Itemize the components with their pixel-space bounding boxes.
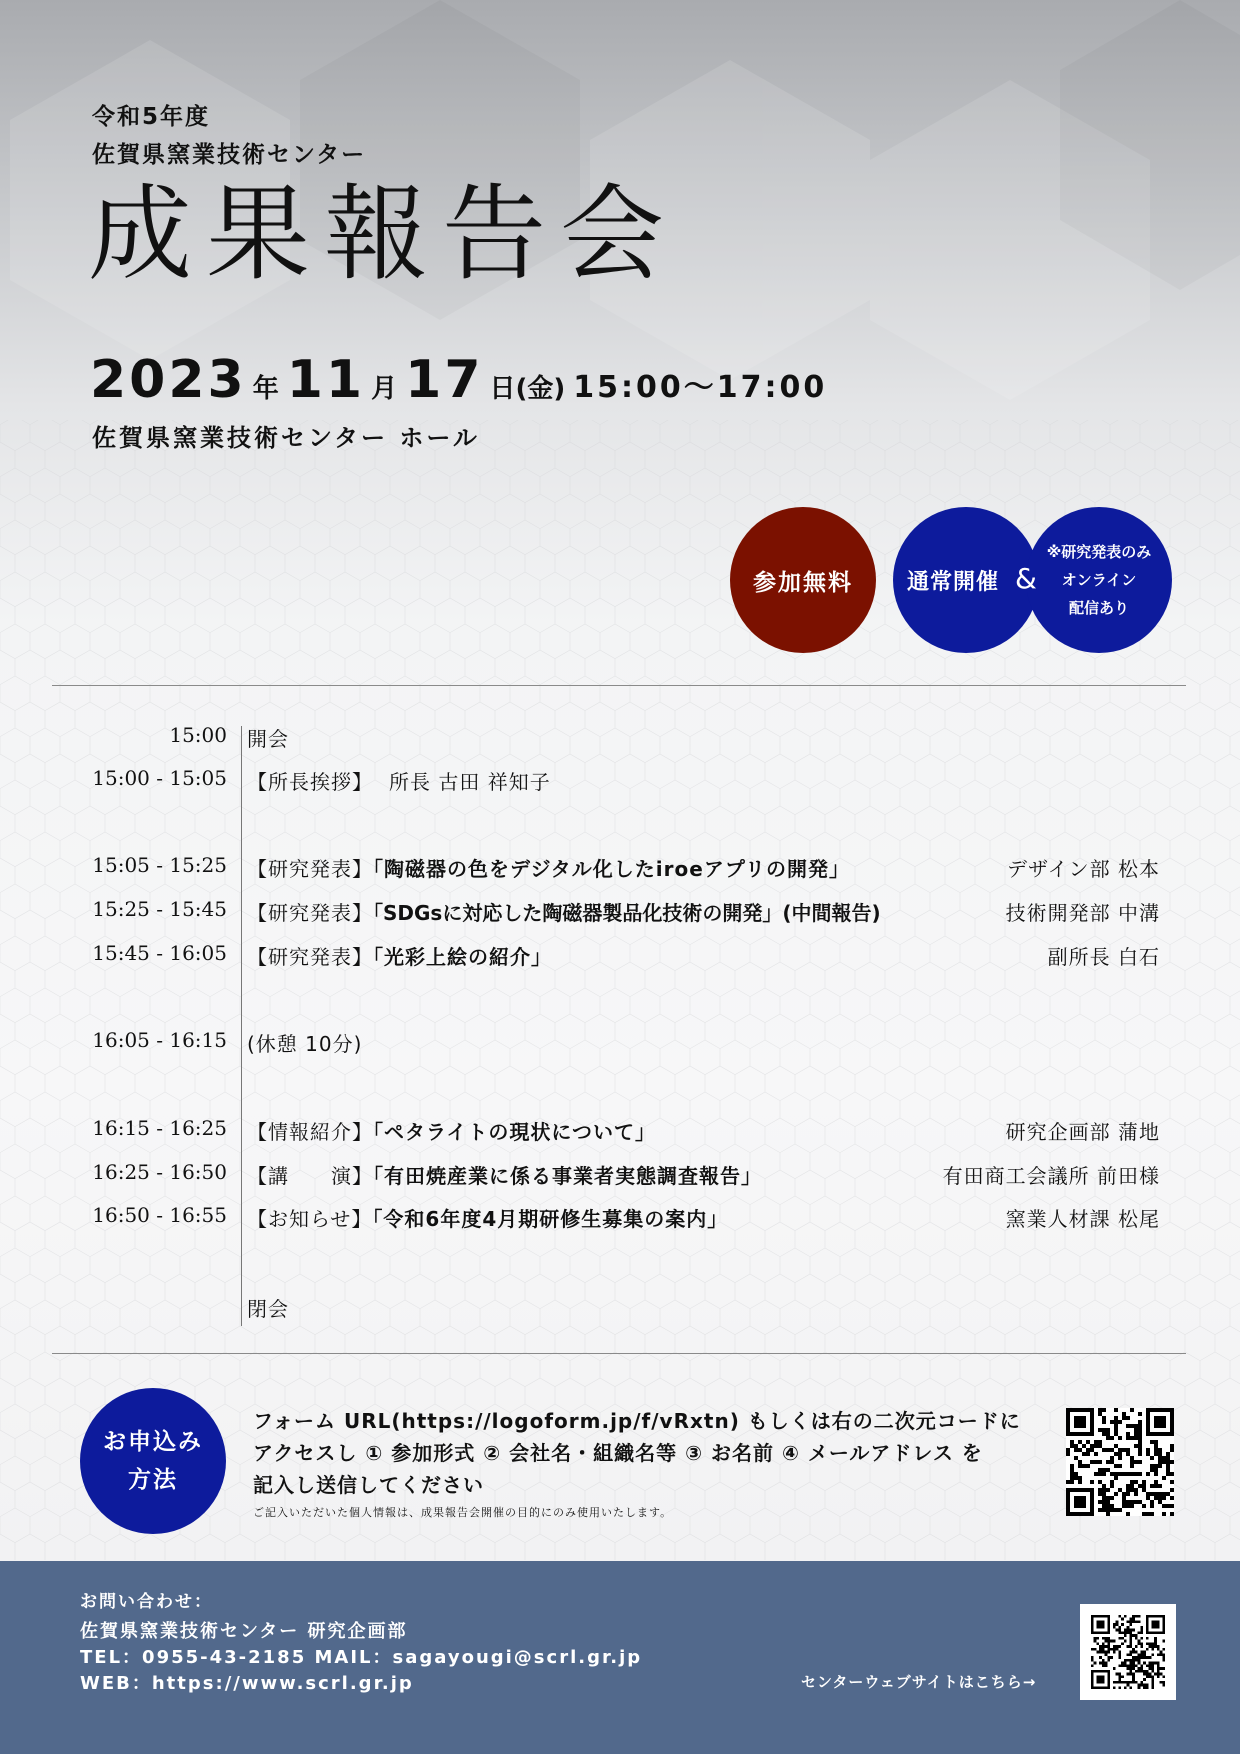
- row-speaker: 窯業人材課 松尾: [1005, 1207, 1160, 1231]
- date-year: 2023: [90, 350, 247, 410]
- row-category: 【お知らせ】: [247, 1207, 373, 1231]
- row-category: 【研究発表】: [247, 857, 373, 881]
- schedule-row: [0, 1028, 1240, 1068]
- date-month-unit: 月: [371, 374, 398, 404]
- row-category: 【講 演】: [247, 1164, 373, 1188]
- date-day: 17: [405, 350, 484, 410]
- row-time: 15:05 - 15:25: [92, 853, 227, 877]
- date-year-unit: 年: [252, 374, 279, 404]
- free-admission-badge: 参加無料: [730, 507, 876, 653]
- schedule-row: [0, 1203, 1240, 1243]
- row-title: 「令和6年度4月期研修生募集の案内」: [372, 1207, 729, 1231]
- contact-dept: 佐賀県窯業技術センター 研究企画部: [80, 1621, 408, 1642]
- event-time: 15:00〜17:00: [573, 370, 828, 405]
- privacy-note: ご記入いただいた個人情報は、成果報告会開催の目的にのみ使用いたします。: [253, 1506, 673, 1519]
- page-title: 成果報告会: [88, 173, 679, 295]
- row-title: 「SDGsに対応した陶磁器製品化技術の開発」(中間報告): [373, 901, 881, 925]
- row-speaker: デザイン部 松本: [1007, 857, 1160, 881]
- row-category: 【情報紹介】: [247, 1120, 373, 1144]
- online-line-3: 配信あり: [1068, 599, 1129, 617]
- row-label: [247, 853, 850, 882]
- row-label: [247, 941, 552, 970]
- date-day-unit: 日(金): [489, 374, 566, 404]
- qr-code-form-icon[interactable]: [1066, 1408, 1174, 1516]
- row-time: 16:25 - 16:50: [92, 1160, 227, 1184]
- schedule-row: [0, 1160, 1240, 1200]
- contact-tel-mail: TEL：0955-43-2185 MAIL：sagayougi@scrl.gr.jp: [80, 1647, 643, 1668]
- schedule-row: [0, 1116, 1240, 1156]
- schedule-row: [0, 723, 1240, 763]
- row-category: 【研究発表】: [247, 901, 373, 925]
- qr-code-website-icon[interactable]: [1080, 1604, 1176, 1700]
- row-title: 「ペタライトの現状について」: [373, 1120, 656, 1144]
- in-person-label: 通常開催: [906, 569, 999, 595]
- schedule-row: [0, 1293, 1240, 1333]
- row-time: 16:05 - 16:15: [92, 1028, 227, 1052]
- row-title: 「光彩上絵の紹介」: [373, 945, 552, 969]
- online-badge: [1026, 507, 1172, 653]
- row-title: 「有田焼産業に係る事業者実態調査報告」: [373, 1164, 762, 1188]
- apply-line-2: アクセスし ① 参加形式 ② 会社名・組織名等 ③ お名前 ④ メールアドレス を: [253, 1441, 983, 1465]
- row-title: 「陶磁器の色をデジタル化したiroeアプリの開発」: [373, 857, 851, 881]
- row-time: 16:15 - 16:25: [92, 1116, 227, 1140]
- row-time: 15:45 - 16:05: [92, 941, 227, 965]
- row-time: 16:50 - 16:55: [92, 1203, 227, 1227]
- row-speaker: 研究企画部 蒲地: [1005, 1120, 1160, 1144]
- row-label: (休憩 10分): [247, 1032, 363, 1056]
- row-label: [247, 766, 551, 795]
- row-category: 【研究発表】: [247, 945, 373, 969]
- row-label: 閉会: [247, 1297, 289, 1321]
- schedule-row: [0, 853, 1240, 893]
- fiscal-year: 令和5年度: [92, 104, 211, 130]
- row-speaker: 技術開発部 中溝: [1005, 901, 1160, 925]
- apply-line-1: フォーム URL(https://logoform.jp/f/vRxtn) もしくは右の二次元コードに: [253, 1409, 1021, 1433]
- website-link[interactable]: センターウェブサイトはこちら→: [801, 1673, 1037, 1691]
- divider-top: [52, 685, 1186, 686]
- contact-footer: [0, 1561, 1240, 1754]
- apply-badge-line-1: お申込み: [103, 1429, 203, 1455]
- schedule-row: [0, 897, 1240, 937]
- apply-instructions: [253, 1405, 1043, 1501]
- apply-method-badge: [80, 1388, 226, 1534]
- row-speaker: 副所長 白石: [1047, 945, 1160, 969]
- date-month: 11: [286, 350, 366, 410]
- online-line-1: ※研究発表のみ: [1046, 543, 1152, 561]
- event-venue: 佐賀県窯業技術センター ホール: [92, 424, 480, 452]
- organizer-name: 佐賀県窯業技術センター: [92, 142, 367, 168]
- event-date: [90, 350, 827, 410]
- divider-bottom: [52, 1353, 1186, 1354]
- contact-heading: お問い合わせ：: [80, 1592, 213, 1612]
- row-speaker: 有田商工会議所 前田様: [942, 1164, 1160, 1188]
- row-label: [247, 1116, 656, 1145]
- row-time: 15:25 - 15:45: [92, 897, 227, 921]
- contact-web[interactable]: WEB：https://www.scrl.gr.jp: [80, 1673, 414, 1694]
- row-time: 15:00 - 15:05: [92, 766, 227, 790]
- row-label: [247, 1160, 762, 1189]
- row-label: [247, 1203, 728, 1232]
- row-label: 開会: [247, 727, 289, 751]
- schedule-row: [0, 941, 1240, 981]
- schedule-row: [0, 766, 1240, 806]
- row-title: 所長 古田 祥知子: [389, 770, 551, 794]
- row-time: 15:00: [169, 723, 227, 747]
- apply-badge-line-2: 方法: [128, 1467, 178, 1493]
- row-label: [247, 897, 881, 926]
- row-category: 【所長挨拶】: [247, 770, 373, 794]
- ampersand: &: [1015, 562, 1037, 595]
- online-line-2: オンライン: [1061, 571, 1137, 589]
- apply-line-3: 記入し送信してください: [253, 1473, 484, 1497]
